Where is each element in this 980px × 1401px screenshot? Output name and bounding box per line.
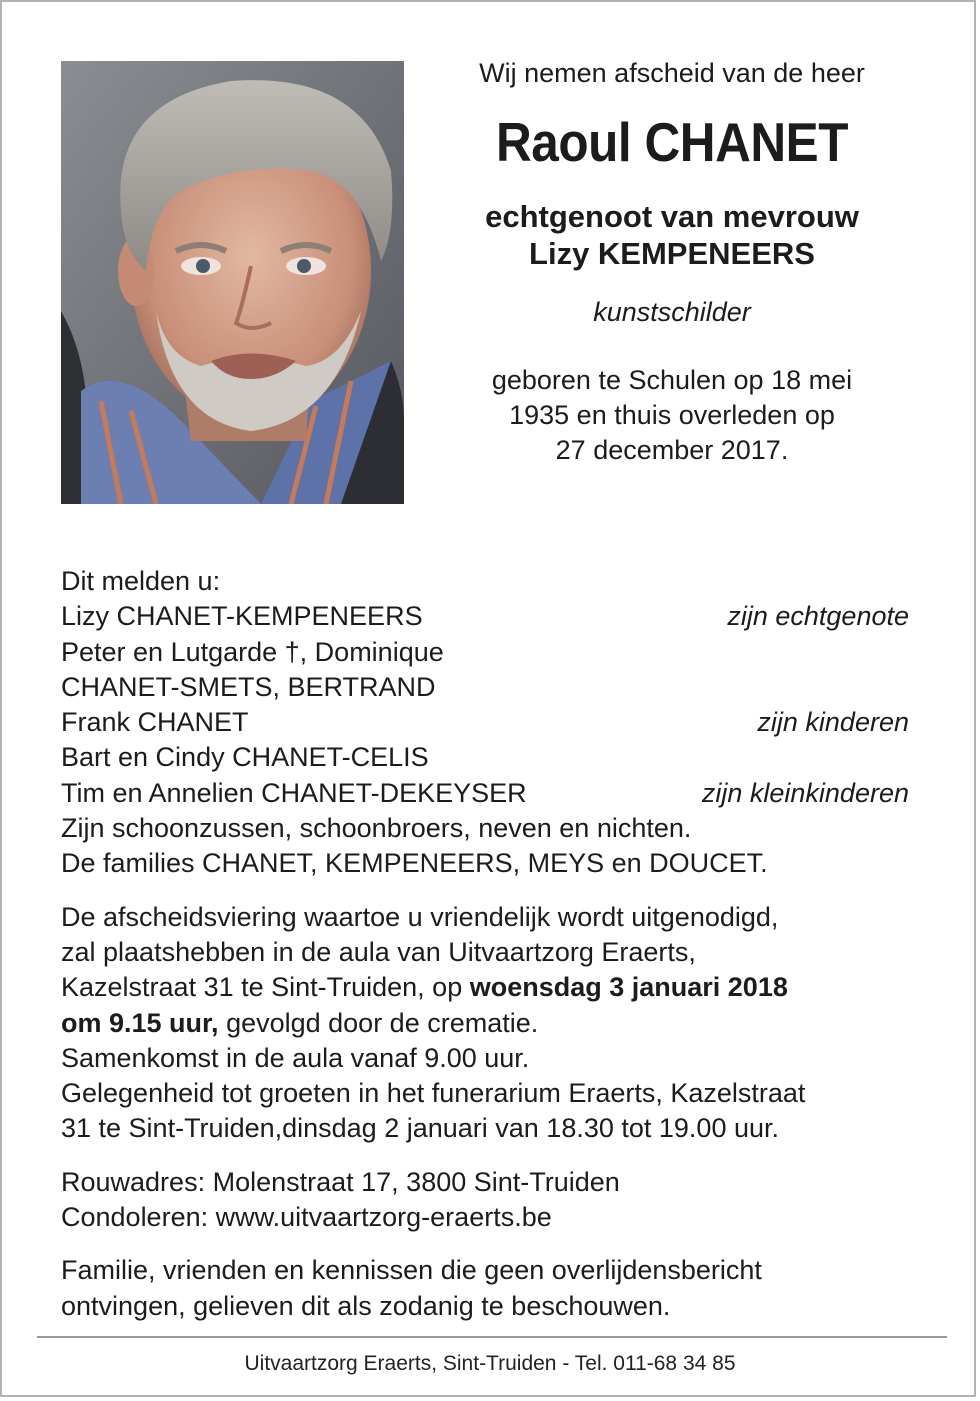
closing-block [61,1253,911,1324]
mourning-address: Rouwadres: Molenstraat 17, 3800 Sint-Truiden [61,1166,620,1197]
family-relation: zijn echtgenote [727,601,909,632]
family-names: Lizy CHANET-KEMPENEERS [61,601,423,632]
family-relation [909,846,911,881]
family-relation [909,811,911,846]
spouse-line-2: Lizy KEMPENEERS [529,236,815,271]
occupation: kunstschilder [593,297,751,327]
ceremony-line [61,1006,911,1041]
family-names: Zijn schoonzussen, schoonbroers, neven en nichten. [61,813,692,844]
family-row [61,670,911,705]
birth-line-1: geboren te Schulen op 18 mei [491,365,853,395]
ceremony-line: zal plaatshebben in de aula van Uitvaartzorg Eraerts, [61,936,696,967]
family-relation [909,740,911,775]
family-names: De families CHANET, KEMPENEERS, MEYS en DOUCET. [61,848,768,879]
announcement-lead: Dit melden u: [61,566,221,596]
family-names: Bart en Cindy CHANET-CELIS [61,742,429,773]
family-names: Tim en Annelien CHANET-DEKEYSER [61,777,527,808]
family-row [61,599,911,634]
family-relation: zijn kinderen [757,707,909,738]
ceremony-line [61,970,911,1005]
ceremony-date: woensdag 3 januari 2018 [469,972,788,1003]
ceremony-location: Kazelstraat 31 te Sint-Truiden, op [61,972,470,1003]
ceremony-line: Samenkomst in de aula vanaf 9.00 uur. [61,1042,530,1073]
portrait-photo [61,61,404,504]
spouse-line-1: echtgenoot van mevrouw [485,199,859,234]
closing-line: Familie, vrienden en kennissen die geen overlijdensbericht [61,1255,762,1286]
family-names: Peter en Lutgarde †, Dominique [61,636,444,667]
family-row [61,846,911,881]
family-row [61,635,911,670]
deceased-name: Raoul CHANET [495,111,849,173]
closing-line: ontvingen, gelieven dit als zodanig te beschouwen. [61,1290,671,1321]
obituary-body [61,564,911,1324]
condolence-link: Condoleren: www.uitvaartzorg-eraerts.be [61,1202,552,1233]
ceremony-line: Gelegenheid tot groeten in het funerarium Eraerts, Kazelstraat [61,1078,806,1109]
family-names: Frank CHANET [61,707,249,738]
footer-text: Uitvaartzorg Eraerts, Sint-Truiden - Tel. 011-68 34 85 [244,1352,736,1375]
contact-block [61,1165,911,1236]
spouse-block [432,198,912,272]
ceremony-line: De afscheidsviering waartoe u vriendelijk wordt uitgenodigd, [61,901,779,932]
family-row [61,811,911,846]
birth-death-info [432,363,912,468]
birth-line-2: 1935 en thuis overleden op [509,400,835,430]
family-relation [909,670,911,705]
intro-text: Wij nemen afscheid van de heer [479,58,865,88]
family-row [61,705,911,740]
footer-divider [37,1336,947,1338]
family-relation: zijn kleinkinderen [701,777,909,808]
birth-line-3: 27 december 2017. [555,435,789,465]
header-block [432,54,912,468]
portrait-image [61,61,404,504]
family-row [61,740,911,775]
family-row [61,776,911,811]
ceremony-line: 31 te Sint-Truiden,dinsdag 2 januari van 18.30 tot 19.00 uur. [61,1113,779,1144]
announcement-block [61,564,911,882]
family-relation [909,635,911,670]
ceremony-time: om 9.15 uur, [61,1007,219,1038]
ceremony-followup: gevolgd door de crematie. [218,1007,539,1038]
family-names: CHANET-SMETS, BERTRAND [61,671,436,702]
ceremony-block [61,900,911,1147]
